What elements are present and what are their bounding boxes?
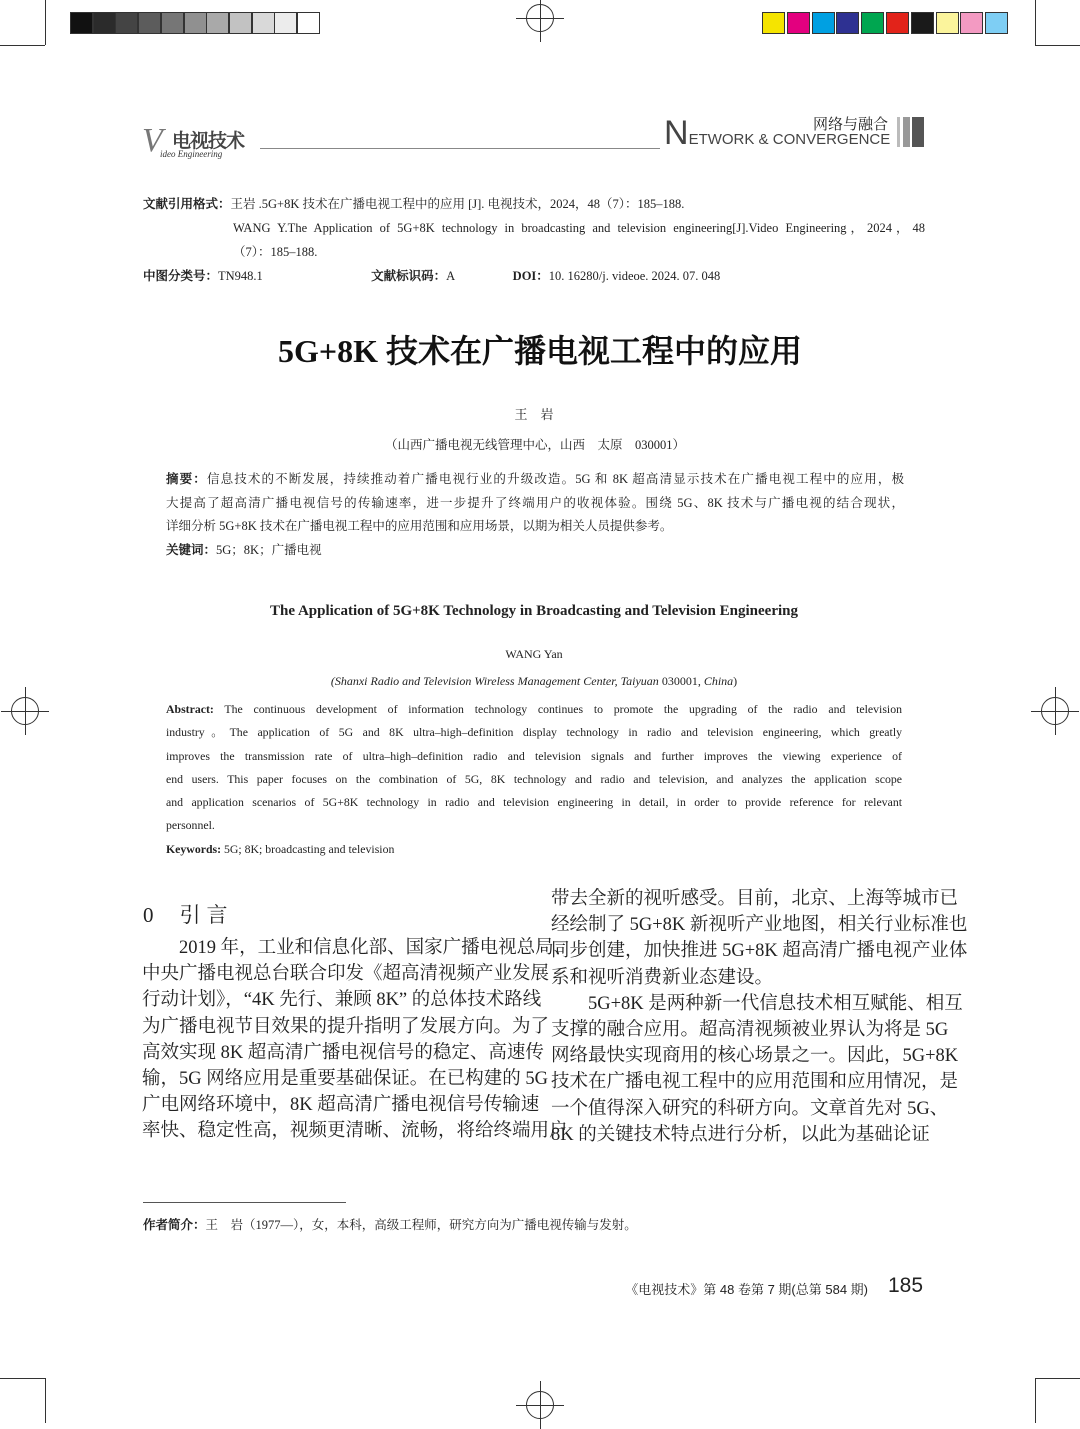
crop-mark — [1035, 1378, 1080, 1379]
color-swatch — [911, 12, 934, 34]
author-en: WANG Yan — [505, 647, 563, 661]
affiliation-en-part: (Shanxi Radio and Television Wireless Management Center, Taiyuan — [330, 674, 662, 688]
body-text-line: 技术在广播电视工程中的应用范围和应用情况，是 — [551, 1072, 959, 1093]
abstract-en-label: Abstract: — [166, 702, 214, 716]
body-text-line: 率快、稳定性高，视频更清晰、流畅，将给终端用户 — [142, 1121, 568, 1142]
body-text-line: 中央广播电视总台联合印发《超高清视频产业发展 — [142, 964, 550, 985]
color-swatch — [787, 12, 810, 34]
gray-swatch — [70, 12, 93, 34]
abstract-cn-line: 信息技术的不断发展，持续推动着广播电视行业的升级改造。5G 和 8K 超高清显示技术在广播电视工程中的应用，极 — [206, 472, 904, 486]
registration-mark-icon — [1055, 687, 1056, 735]
affiliation-cn: （山西广播电视无线管理中心，山西 太原 030001） — [384, 438, 685, 452]
keywords-cn: 5G；8K；广播电视 — [216, 542, 322, 557]
gray-swatch — [297, 12, 320, 34]
footnote-text: 王 岩（1977—），女，本科，高级工程师，研究方向为广播电视传输与发射。 — [205, 1218, 637, 1232]
section-label-en — [664, 116, 890, 150]
section-number: 0 — [143, 903, 154, 927]
abstract-en-line: personnel. — [166, 818, 215, 833]
doc-code-value: A — [446, 269, 455, 283]
crop-mark — [45, 1378, 46, 1423]
page-number: 185 — [888, 1274, 924, 1297]
clc-label: 中图分类号： — [143, 269, 219, 283]
footnote-rule — [143, 1202, 346, 1203]
abstract-cn — [166, 468, 904, 562]
body-right-column — [551, 886, 968, 1148]
color-swatch — [936, 12, 959, 34]
body-left-column — [142, 935, 573, 1145]
gray-swatch — [93, 12, 116, 34]
body-text-line: 高效实现 8K 超高清广播电视信号的稳定、高速传 — [142, 1042, 544, 1063]
body-text-line: 网络最快实现商用的核心场景之一。因此，5G+8K — [551, 1046, 959, 1067]
gray-swatch — [229, 12, 252, 34]
color-swatch — [960, 12, 983, 34]
abstract-en-line: and application scenarios of 5G+8K technology in radio and television engineering in detail, in order to provide reference for relevant — [166, 795, 902, 810]
citation-cn: 王岩 .5G+8K 技术在广播电视工程中的应用 [J]. 电视技术，2024，48（7）：185–188. — [230, 197, 685, 211]
citation-en-line: （7）：185–188. — [233, 245, 318, 259]
color-swatch — [861, 12, 884, 34]
clc-value: TN948.1 — [218, 269, 263, 283]
doc-code-label: 文献标识码： — [371, 269, 447, 283]
body-text-line: 经绘制了 5G+8K 新视听产业地图，相关行业标准也 — [551, 915, 968, 936]
crop-mark — [1035, 1378, 1036, 1423]
body-text-line: 为广播电视节目效果的提升指明了发展方向。为了 — [142, 1016, 550, 1037]
keywords-cn-label: 关键词： — [166, 542, 217, 557]
citation-block — [143, 192, 933, 288]
body-text-line: 广电网络环境中，8K 超高清广播电视信号传输速 — [142, 1095, 540, 1116]
body-text-line: 行动计划》，“4K 先行、兼顾 8K” 的总体技术路线 — [142, 990, 542, 1011]
footer-journal: 《电视技术》第 48 卷第 7 期(总第 584 期) — [625, 1282, 868, 1297]
gray-swatch — [161, 12, 184, 34]
body-text-line: 同步创建，加快推进 5G+8K 超高清广播电视产业体 — [551, 941, 968, 962]
section-title: 引言 — [179, 903, 234, 927]
body-text-line: 输，5G 网络应用是重要基础保证。在已构建的 5G — [142, 1069, 548, 1090]
color-swatch — [762, 12, 785, 34]
body-text-line: 5G+8K 是两种新一代信息技术相互赋能、相互 — [551, 993, 963, 1014]
body-text-line: 一个值得深入研究的科研方向。文章首先对 5G、 — [551, 1098, 949, 1119]
body-text-line: 带去全新的视听感受。目前，北京、上海等城市已 — [551, 889, 959, 909]
gray-swatch — [115, 12, 138, 34]
crop-mark — [0, 1378, 45, 1379]
gray-swatch — [138, 12, 161, 34]
doi-value: 10. 16280/j. videoe. 2024. 07. 048 — [548, 269, 721, 283]
logo-v-icon: V — [142, 122, 163, 159]
registration-mark-icon — [540, 0, 541, 42]
crop-mark — [45, 0, 46, 45]
color-swatch — [985, 12, 1008, 34]
keywords-en-label: Keywords: — [166, 841, 222, 856]
abstract-cn-line: 详细分析 5G+8K 技术在广播电视工程中的应用范围和应用场景，以期为相关人员提供参考。 — [166, 519, 673, 533]
gray-swatch — [206, 12, 229, 34]
citation-label: 文献引用格式： — [143, 197, 231, 211]
abstract-en — [166, 698, 902, 861]
citation-en-line: WANG Y.The Application of 5G+8K technology in broadcasting and television engineering[J].Video Engineering，2024，48 — [233, 221, 925, 235]
gray-swatch — [252, 12, 275, 34]
registration-mark-icon — [540, 1381, 541, 1429]
section-label-cn: 网络与融合 — [812, 116, 888, 133]
section-initial: N — [664, 114, 689, 152]
color-swatch — [886, 12, 909, 34]
affiliation-en-part: China — [703, 674, 734, 688]
crop-mark — [1035, 0, 1036, 45]
abstract-cn-line: 大提高了超高清广播电视信号的传输速率，进一步提升了终端用户的收视体验。围绕 5G、8K 技术与广播电视的结合现状， — [166, 495, 904, 510]
affiliation-en-part: 030001, — [661, 674, 704, 688]
logo-text-cn: 电视技术 — [172, 131, 245, 152]
color-swatch — [836, 12, 859, 34]
body-text-line: 支撑的融合应用。超高清视频被业界认为将是 5G — [551, 1020, 949, 1041]
journal-logo — [140, 122, 260, 162]
abstract-en-line: end users. This paper focuses on the combination of 5G, 8K technology and radio and television, and analyzes the application scope — [166, 771, 902, 786]
registration-mark-icon — [25, 687, 26, 735]
doi-label: DOI： — [512, 269, 549, 283]
author-cn: 王 岩 — [514, 407, 554, 422]
body-text-line: 2019 年，工业和信息化部、国家广播电视总局、 — [142, 938, 573, 958]
affiliation-en — [0, 674, 1068, 689]
abstract-en-line: industry。The application of 5G and 8K ultra–high–definition display technology in radio and television engineering, which greatly — [166, 725, 902, 740]
footnote — [143, 1215, 637, 1233]
section-heading — [143, 899, 234, 929]
color-swatch — [812, 12, 835, 34]
footnote-label: 作者简介： — [143, 1218, 206, 1232]
affiliation-en-part: ) — [733, 674, 738, 688]
title-en: The Application of 5G+8K Technology in Broadcasting and Television Engineering — [270, 603, 798, 619]
abstract-en-line: The continuous development of information technology continues to promote the upgrading of the radio and television — [213, 702, 902, 716]
section-bars-icon — [897, 117, 925, 147]
abstract-cn-label: 摘要： — [166, 472, 207, 486]
gray-swatch — [274, 12, 297, 34]
body-text-line: 8K 的关键技术特点进行分析，以此为基础论证 — [551, 1124, 930, 1145]
gray-swatch — [184, 12, 207, 34]
page-title: 5G+8K 技术在广播电视工程中的应用 — [277, 333, 803, 369]
body-text-line: 系和视听消费新业态建设。 — [551, 967, 774, 988]
abstract-en-line: improves the transmission rate of ultra–high–definition radio and television signals and further improves the viewing experience of — [166, 748, 902, 763]
header-rule — [260, 148, 660, 149]
section-en: ETWORK & CONVERGENCE — [688, 131, 891, 148]
logo-text-en: ideo Engineering — [160, 149, 223, 159]
crop-mark — [0, 45, 45, 46]
keywords-en: 5G; 8K; broadcasting and television — [221, 841, 395, 856]
crop-mark — [1035, 45, 1080, 46]
